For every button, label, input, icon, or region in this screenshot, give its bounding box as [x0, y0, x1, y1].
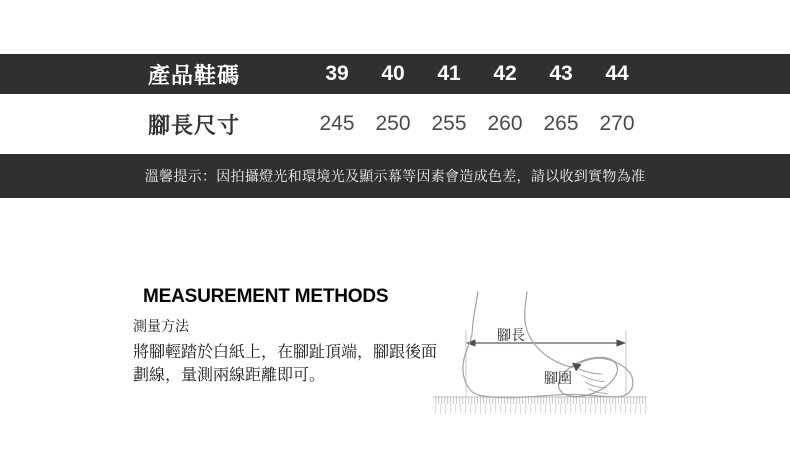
instruction-line-2: 劃線，量測兩線距離即可。 [133, 367, 326, 384]
shoe-size-value: 41 [437, 62, 461, 85]
foot-sketch [420, 255, 685, 430]
foot-girth-label: 腳圍 [544, 370, 572, 386]
shoe-size-row [0, 54, 790, 94]
instruction-line-1: 將腳輕踏於白紙上，在腳趾頂端，腳跟後面 [133, 344, 438, 361]
notice-text: 溫馨提示：因拍攝燈光和環境光及顯示幕等因素會造成色差，請以收到實物為准 [144, 168, 646, 184]
measurement-heading-en: MEASUREMENT METHODS [143, 286, 389, 307]
shoe-size-value: 44 [605, 62, 629, 85]
shoe-size-value: 42 [493, 62, 517, 85]
foot-length-values [309, 112, 645, 136]
foot-length-value: 250 [375, 112, 411, 135]
measurement-section [133, 286, 453, 387]
foot-length-value: 270 [599, 112, 635, 135]
foot-length-value: 245 [319, 112, 355, 135]
foot-length-row [0, 94, 790, 154]
shoe-size-values [309, 62, 645, 86]
measurement-heading-zh: 測量方法 [133, 318, 189, 334]
shoe-size-row-label: 產品鞋碼 [148, 62, 241, 88]
color-difference-notice-bar [0, 154, 790, 198]
measurement-instructions [133, 341, 453, 387]
foot-length-value: 260 [487, 112, 523, 135]
shoe-size-value: 39 [325, 62, 349, 85]
foot-measurement-diagram [420, 255, 685, 430]
ground-hatch [433, 397, 647, 414]
foot-length-value: 265 [543, 112, 579, 135]
foot-length-label: 腳長 [497, 327, 525, 343]
foot-length-value: 255 [431, 112, 467, 135]
shoe-size-value: 43 [549, 62, 573, 85]
foot-length-row-label: 腳長尺寸 [148, 112, 241, 138]
foot-length-arrow [466, 339, 626, 346]
shoe-size-value: 40 [381, 62, 405, 85]
size-table [0, 54, 790, 154]
